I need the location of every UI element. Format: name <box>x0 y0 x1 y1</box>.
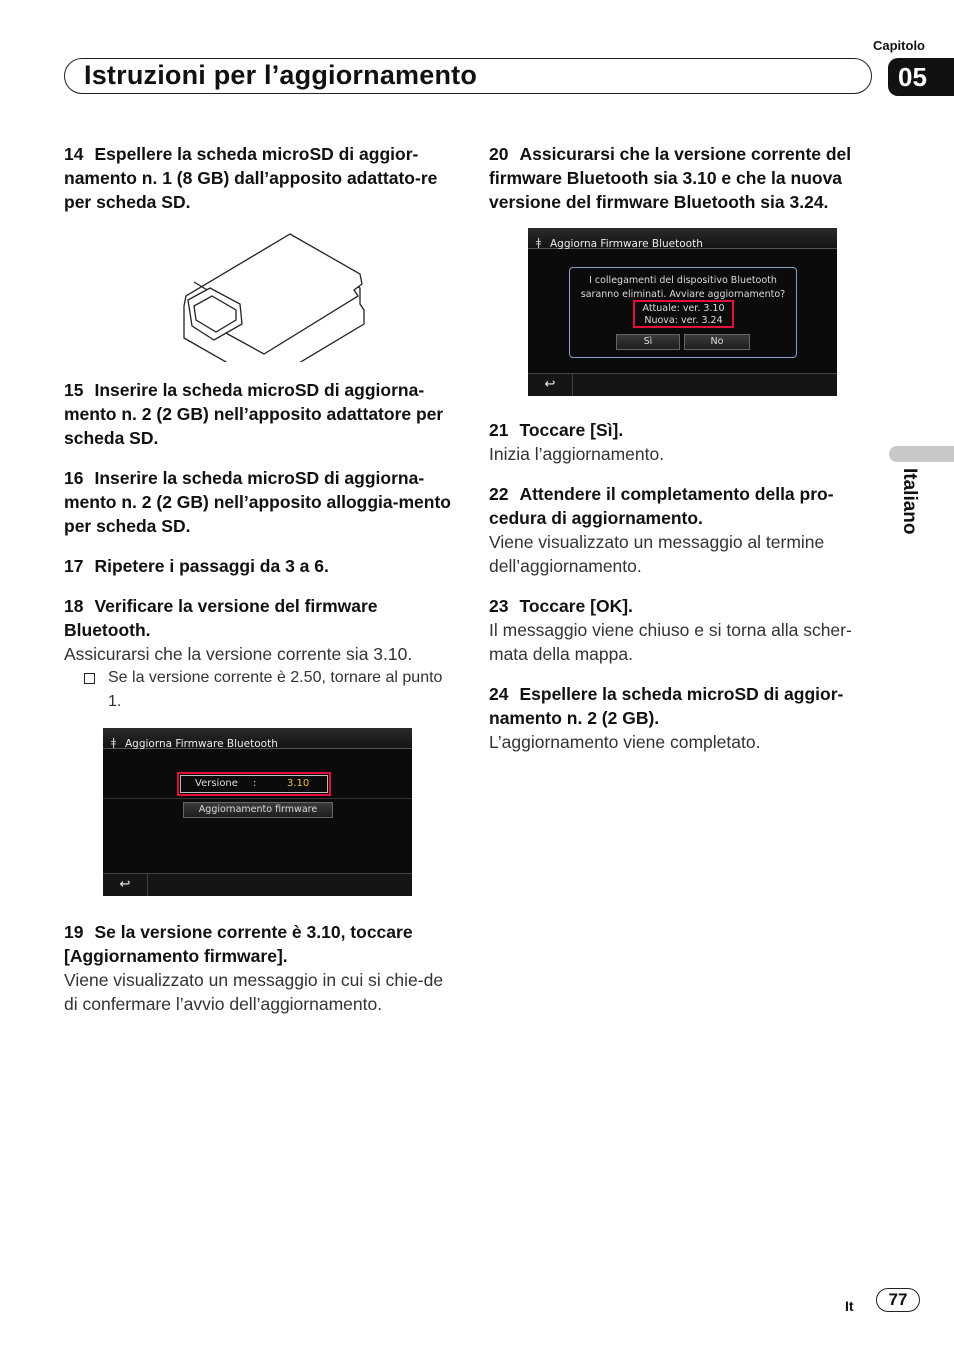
language-tab-marker <box>889 446 954 462</box>
step-15: 15 Inserire la scheda microSD di aggiorna-mento n. 2 (2 GB) nell’apposito adattatore per scheda SD. <box>64 380 444 448</box>
firmware-screen-2 <box>528 228 837 396</box>
left-column <box>64 142 454 1016</box>
step-21-body: Inizia l’aggiornamento. <box>489 444 665 464</box>
version-compare-box <box>633 300 734 328</box>
screen-2-title: Aggiorna Firmware Bluetooth <box>550 238 703 250</box>
step-20: 20 Assicurarsi che la versione corrente del firmware Bluetooth sia 3.10 e che la nuova versione del firmware Bluetooth sia 3.24. <box>489 144 852 212</box>
page-title: Istruzioni per l’aggiornamento <box>84 60 478 90</box>
step-21: 21 Toccare [Sì]. <box>489 420 624 440</box>
firmware-screen-1 <box>103 728 412 896</box>
step-14: 14 Espellere la scheda microSD di aggior-namento n. 1 (8 GB) dall’apposito adattato-re per scheda SD. <box>64 144 438 212</box>
chapter-label: Capitolo <box>873 38 925 53</box>
language-tab-label: Italiano <box>899 468 920 535</box>
note-checkbox-icon <box>84 673 95 684</box>
step-22-body: Viene visualizzato un messaggio al termine dell’aggiornamento. <box>489 532 825 576</box>
step-18-body: Assicurarsi che la versione corrente sia 3.10. <box>64 644 413 664</box>
step-17: 17 Ripetere i passaggi da 3 a 6. <box>64 556 329 576</box>
step-18: 18 Verificare la versione del firmware Bluetooth. <box>64 596 378 640</box>
step-19: 19 Se la versione corrente è 3.10, toccare [Aggiornamento firmware]. <box>64 922 413 966</box>
step-19-body: Viene visualizzato un messaggio in cui si chie-de di confermare l’avvio dell’aggiornamento. <box>64 970 444 1014</box>
pioneer-logo-icon: ǂ <box>111 736 117 749</box>
step-23: 23 Toccare [OK]. <box>489 596 633 616</box>
step-24-body: L’aggiornamento viene completato. <box>489 732 761 752</box>
confirm-dialog <box>569 267 797 358</box>
yes-button[interactable]: Sì <box>616 334 680 350</box>
no-button[interactable]: No <box>684 334 750 350</box>
dialog-line-2: saranno eliminati. Avviare aggiornamento? <box>580 289 786 300</box>
back-icon[interactable]: ↩ <box>103 874 148 896</box>
right-column <box>489 142 881 754</box>
new-version: Nuova: ver. 3.24 <box>644 315 723 326</box>
step-18-note: Se la versione corrente è 2.50, tornare al punto 1. <box>64 666 454 714</box>
step-16: 16 Inserire la scheda microSD di aggiorna-mento n. 2 (2 GB) nell’apposito alloggia-mento per scheda SD. <box>64 468 451 536</box>
chapter-number-badge: 05 <box>888 58 954 96</box>
screen-1-title: Aggiorna Firmware Bluetooth <box>125 738 278 750</box>
pioneer-logo-icon: ǂ <box>536 236 542 249</box>
update-firmware-button[interactable]: Aggiornamento firmware <box>183 802 333 818</box>
step-24: 24 Espellere la scheda microSD di aggior-namento n. 2 (2 GB). <box>489 684 844 728</box>
back-icon[interactable]: ↩ <box>528 374 573 396</box>
sd-card-illustration <box>64 214 454 362</box>
footer-language-code: It <box>845 1298 854 1314</box>
step-23-body: Il messaggio viene chiuso e si torna alla scher-mata della mappa. <box>489 620 852 664</box>
page-number: 77 <box>876 1288 920 1312</box>
step-22: 22 Attendere il completamento della pro-cedura di aggiornamento. <box>489 484 834 528</box>
sd-adapter-eject-icon <box>64 214 454 362</box>
current-version: Attuale: ver. 3.10 <box>642 303 725 314</box>
dialog-line-1: I collegamenti del dispositivo Bluetooth <box>589 275 777 286</box>
version-row: Versione : 3.10 <box>180 775 328 793</box>
